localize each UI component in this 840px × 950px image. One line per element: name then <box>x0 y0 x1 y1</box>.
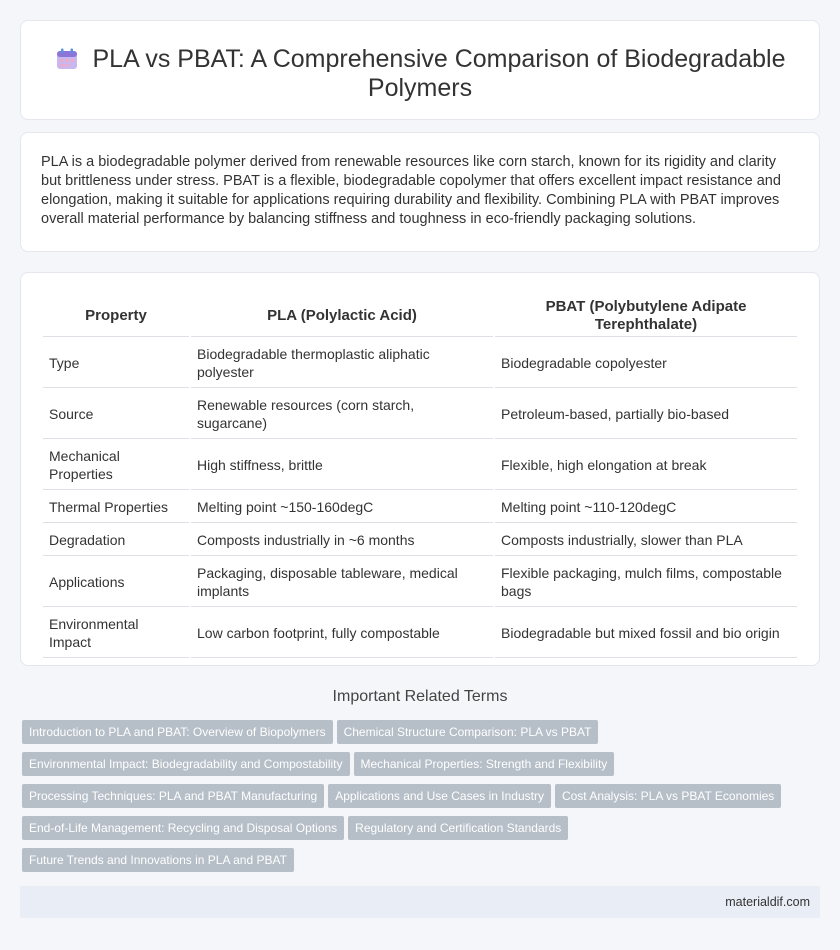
header-pbat: PBAT (Polybutylene Adipate Terephthalate) <box>495 295 797 337</box>
row-pbat: Petroleum-based, partially bio-based <box>495 390 797 439</box>
related-term-tag[interactable]: Future Trends and Innovations in PLA and PBAT <box>22 848 294 872</box>
row-property: Source <box>43 390 189 439</box>
row-property: Degradation <box>43 525 189 556</box>
row-pla: Renewable resources (corn starch, sugarcane) <box>191 390 493 439</box>
row-pla: Biodegradable thermoplastic aliphatic polyester <box>191 339 493 388</box>
table-row <box>43 525 797 556</box>
row-pbat: Flexible packaging, mulch films, compostable bags <box>495 558 797 607</box>
table-row <box>43 609 797 658</box>
row-pla: Melting point ~150-160degC <box>191 492 493 523</box>
comparison-table-card <box>20 272 820 666</box>
related-term-tag[interactable]: Processing Techniques: PLA and PBAT Manufacturing <box>22 784 324 808</box>
title-row <box>21 45 819 103</box>
table-row <box>43 390 797 439</box>
intro-paragraph: PLA is a biodegradable polymer derived from renewable resources like corn starch, known for its rigidity and clarity but brittleness under stress. PBAT is a flexible, biodegradable copolymer that offers excellent impact resistance and elongation, making it suitable for applications requiring durability and flexibility. Combining PLA with PBAT improves overall material performance by balancing stiffness and toughness in eco-friendly packaging solutions. <box>41 154 781 227</box>
related-term-tag[interactable]: Introduction to PLA and PBAT: Overview of Biopolymers <box>22 720 333 744</box>
row-pla: Low carbon footprint, fully compostable <box>191 609 493 658</box>
related-term-tag[interactable]: Regulatory and Certification Standards <box>348 816 568 840</box>
footer-bar <box>20 886 820 918</box>
table-row <box>43 441 797 490</box>
row-property: Thermal Properties <box>43 492 189 523</box>
row-pbat: Biodegradable copolyester <box>495 339 797 388</box>
footer-site-link[interactable]: materialdif.com <box>725 895 810 909</box>
calendar-icon <box>55 47 79 71</box>
row-pbat: Biodegradable but mixed fossil and bio origin <box>495 609 797 658</box>
comparison-table <box>41 293 799 660</box>
header-pla: PLA (Polylactic Acid) <box>191 295 493 337</box>
row-property: Mechanical Properties <box>43 441 189 490</box>
row-pbat: Composts industrially, slower than PLA <box>495 525 797 556</box>
row-pla: High stiffness, brittle <box>191 441 493 490</box>
intro-card <box>20 132 820 252</box>
related-term-tag[interactable]: Environmental Impact: Biodegradability and Compostability <box>22 752 350 776</box>
related-term-tag[interactable]: Mechanical Properties: Strength and Flexibility <box>354 752 615 776</box>
page-title: PLA vs PBAT: A Comprehensive Comparison of Biodegradable Polymers <box>92 45 786 102</box>
table-row <box>43 492 797 523</box>
related-terms-list <box>22 720 822 880</box>
related-term-tag[interactable]: Cost Analysis: PLA vs PBAT Economies <box>555 784 781 808</box>
row-pbat: Flexible, high elongation at break <box>495 441 797 490</box>
header-card <box>20 20 820 120</box>
table-row <box>43 339 797 388</box>
related-term-tag[interactable]: End-of-Life Management: Recycling and Disposal Options <box>22 816 344 840</box>
row-property: Type <box>43 339 189 388</box>
table-row <box>43 558 797 607</box>
row-pla: Composts industrially in ~6 months <box>191 525 493 556</box>
related-term-tag[interactable]: Chemical Structure Comparison: PLA vs PBAT <box>337 720 599 744</box>
row-property: Applications <box>43 558 189 607</box>
table-header-row <box>43 295 797 337</box>
header-property: Property <box>43 295 189 337</box>
row-property: Environmental Impact <box>43 609 189 658</box>
related-terms-heading: Important Related Terms <box>332 688 508 705</box>
related-term-tag[interactable]: Applications and Use Cases in Industry <box>328 784 551 808</box>
row-pbat: Melting point ~110-120degC <box>495 492 797 523</box>
row-pla: Packaging, disposable tableware, medical implants <box>191 558 493 607</box>
